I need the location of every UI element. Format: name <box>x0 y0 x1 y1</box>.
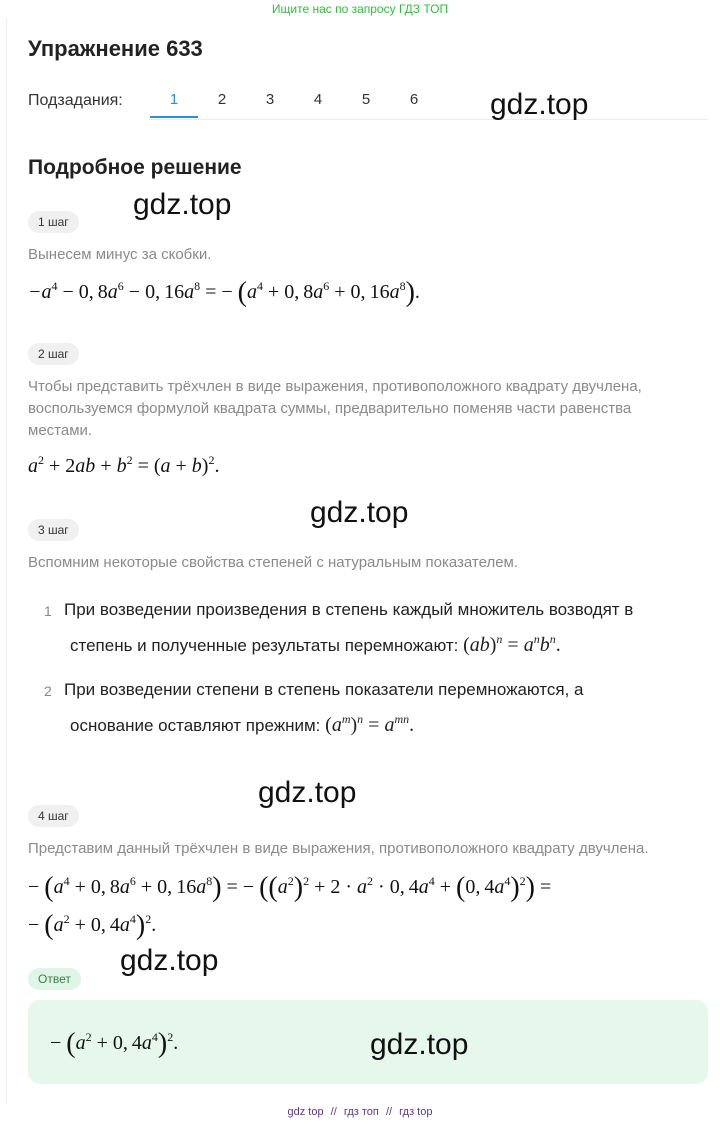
step-3-text: Вспомним некоторые свойства степеней с натуральным показателем. <box>28 554 519 571</box>
solution-title: Подробное решение <box>28 156 242 179</box>
answer-formula: − ($a^2 + 0$, $4a^4)^2$. <box>50 1028 179 1059</box>
tab-subtask-4[interactable]: 4 <box>313 91 323 108</box>
list-item-line-2 <box>70 712 414 737</box>
list-item-text: основание оставляют прежним: <box>70 716 321 735</box>
step-badge-3: 3 шаг <box>28 519 79 541</box>
list-item-line-2 <box>70 632 561 657</box>
product-power-formula: $(ab)^n = a^nb^n$. <box>463 632 561 656</box>
footer-links <box>0 1106 720 1118</box>
list-item-number: 2 <box>44 683 52 699</box>
tabs-divider <box>150 119 708 120</box>
step-badge-2: 2 шаг <box>28 343 79 365</box>
step-2-text-line-3: местами. <box>28 422 93 439</box>
footer-separator: // <box>330 1106 337 1118</box>
watermark: gdz.top <box>133 188 232 221</box>
tab-subtask-1[interactable]: 1 <box>150 84 198 118</box>
step-badge-1: 1 шаг <box>28 211 79 233</box>
step-4-text: Представим данный трёхчлен в виде выражения, противоположного квадрату двучлена. <box>28 840 649 857</box>
list-item-line-1: При возведении произведения в степень каждый множитель возводят в <box>64 600 634 619</box>
step-2-text-line-1: Чтобы представить трёхчлен в виде выражения, противоположного квадрату двучлена, <box>28 378 642 395</box>
footer-link[interactable]: гдз top <box>399 1106 433 1118</box>
list-item-line-1: При возведении степени в степень показатели перемножаются, а <box>64 680 584 699</box>
watermark: gdz.top <box>258 776 357 809</box>
watermark: gdz.top <box>310 496 409 529</box>
power-of-power-formula: $(a^m)^n = a^{mn}$. <box>325 712 415 736</box>
step-2-text-line-2: воспользуемся формулой квадрата суммы, предварительно поменяв части равенства <box>28 400 632 417</box>
footer-link[interactable]: гдз топ <box>343 1106 379 1118</box>
answer-badge: Ответ <box>28 968 81 990</box>
step-4-formula-line-1: − ($a^4 + 0$, $8a^6 + 0$, $16a^8$) = − ($(a^2)^2 + 2 \cdot a^2 \cdot 0$, $4a^4 + (0$, $4a^4)^2$) = <box>28 872 552 903</box>
tab-subtask-6[interactable]: 6 <box>409 91 419 108</box>
step-1-text: Вынесем минус за скобки. <box>28 246 212 263</box>
exercise-title: Упражнение 633 <box>28 36 203 61</box>
top-banner[interactable]: Ищите нас по запросу ГДЗ ТОП <box>271 2 449 16</box>
tab-subtask-5[interactable]: 5 <box>361 91 371 108</box>
watermark: gdz.top <box>370 1028 469 1061</box>
watermark: gdz.top <box>490 88 589 121</box>
step-1-formula: $-a^4 - 0$, $8a^6 - 0$, $16a^8$ = − ($a^4 + 0$, $8a^6 + 0$, $16a^8$). <box>28 277 420 308</box>
list-item-number: 1 <box>44 603 52 619</box>
tab-subtask-3[interactable]: 3 <box>265 91 275 108</box>
footer-separator: // <box>385 1106 393 1118</box>
tab-subtask-2[interactable]: 2 <box>217 91 227 108</box>
step-2-formula: $a^2 + 2ab + b^2 = (a + b)^2$. <box>28 453 220 477</box>
subtask-tabs <box>150 84 438 118</box>
step-badge-4: 4 шаг <box>28 805 79 827</box>
watermark: gdz.top <box>120 944 219 977</box>
footer-link[interactable]: gdz top <box>287 1106 324 1118</box>
step-4-formula-line-2: − ($a^2 + 0$, $4a^4)^2$. <box>28 910 157 941</box>
subtasks-label: Подзадания: <box>28 92 123 109</box>
list-item-text: степень и полученные результаты перемножают: <box>70 636 459 655</box>
